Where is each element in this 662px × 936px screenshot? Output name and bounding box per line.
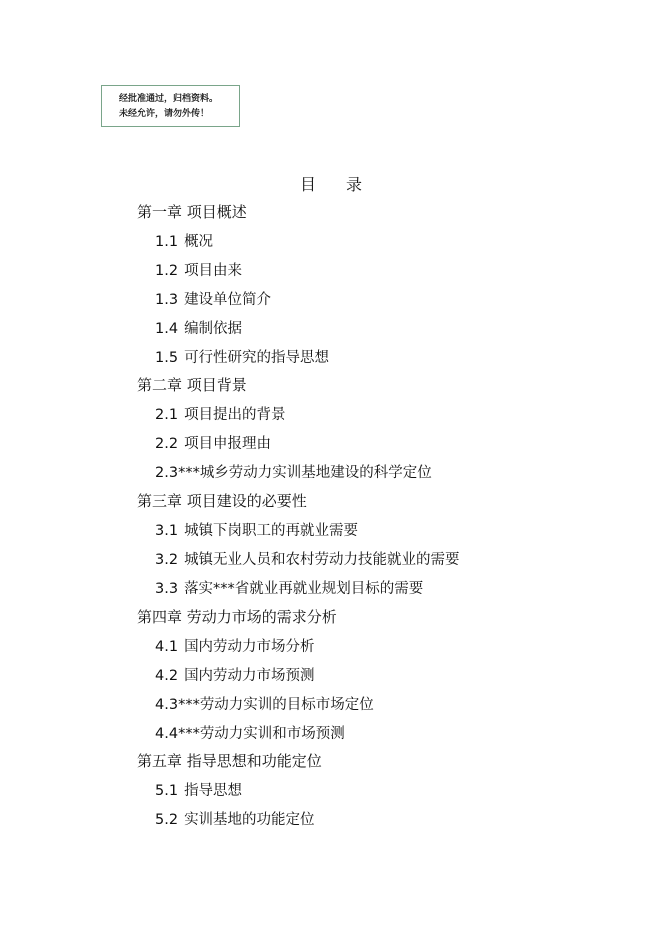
toc-section-3-2: 3.2 城镇无业人员和农村劳动力技能就业的需要 <box>155 552 460 568</box>
toc-section-4-1: 4.1 国内劳动力市场分析 <box>155 639 315 655</box>
toc-title-char-1: 目 <box>299 175 316 194</box>
toc-section-5-2: 5.2 实训基地的功能定位 <box>155 812 315 828</box>
toc-section-4-2: 4.2 国内劳动力市场预测 <box>155 668 315 684</box>
toc-section-2-1: 2.1 项目提出的背景 <box>155 407 286 423</box>
toc-section-2-2: 2.2 项目申报理由 <box>155 436 272 452</box>
toc-chapter-5: 第五章 指导思想和功能定位 <box>137 752 322 770</box>
toc-section-4-3: 4.3***劳动力实训的目标市场定位 <box>155 697 374 713</box>
toc-section-3-1: 3.1 城镇下岗职工的再就业需要 <box>155 523 359 539</box>
notice-line-2: 未经允许，请勿外传！ <box>119 109 210 119</box>
notice-line-1: 经批准通过，归档资料。 <box>119 94 219 104</box>
toc-chapter-3: 第三章 项目建设的必要性 <box>137 492 307 510</box>
toc-section-1-4: 1.4 编制依据 <box>155 321 243 337</box>
toc-section-5-1: 5.1 指导思想 <box>155 783 243 799</box>
toc-section-4-4: 4.4***劳动力实训和市场预测 <box>155 726 345 742</box>
toc-chapter-4: 第四章 劳动力市场的需求分析 <box>137 608 337 626</box>
toc-section-1-5: 1.5 可行性研究的指导思想 <box>155 350 330 366</box>
toc-title <box>0 172 662 195</box>
toc-section-2-3: 2.3***城乡劳动力实训基地建设的科学定位 <box>155 465 432 481</box>
toc-title-char-2: 录 <box>346 175 363 194</box>
toc-section-1-2: 1.2 项目由来 <box>155 263 243 279</box>
toc-section-1-3: 1.3 建设单位简介 <box>155 292 272 308</box>
toc-section-3-3: 3.3 落实***省就业再就业规划目标的需要 <box>155 581 424 597</box>
toc-section-1-1: 1.1 概况 <box>155 234 214 250</box>
toc-chapter-2: 第二章 项目背景 <box>137 376 247 394</box>
confidential-notice-stamp <box>101 85 240 127</box>
toc-chapter-1: 第一章 项目概述 <box>137 203 247 221</box>
